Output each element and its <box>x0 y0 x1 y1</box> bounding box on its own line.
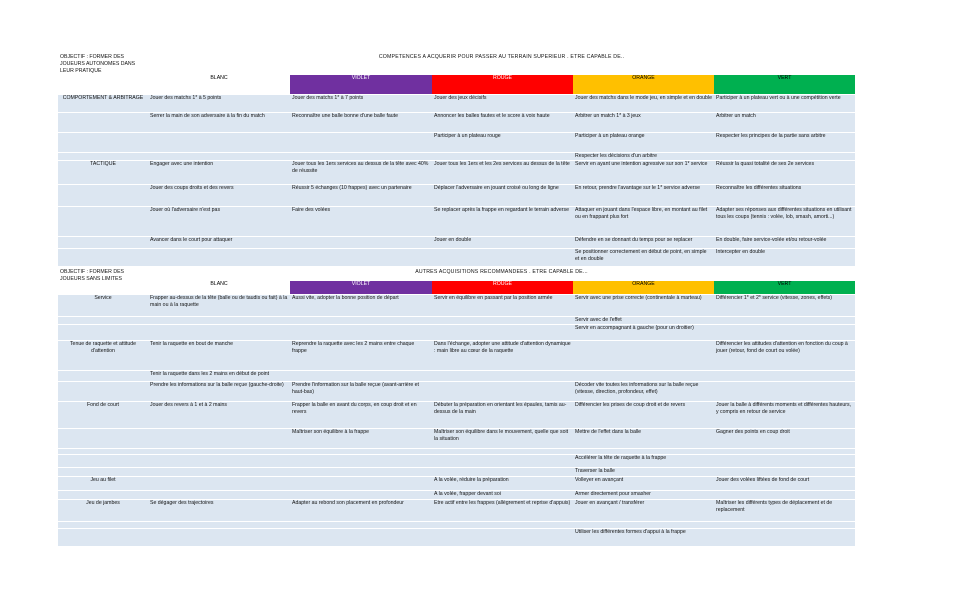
table-row <box>58 236 855 248</box>
competences-table <box>58 54 855 267</box>
cell-vert: Adapter ses réponses aux différentes situations en utilisant tous les coups (tennis : volée, lob, smash, amorti...) <box>714 206 855 236</box>
cell-rouge <box>432 468 573 477</box>
cell-vert <box>714 152 855 160</box>
cell-blanc: Jouer des matchs 1* à 5 points <box>148 94 290 112</box>
table-row <box>58 429 855 449</box>
cell-violet: Réussir 5 échanges (10 frappes) avec un partenaire <box>290 184 432 206</box>
table-row <box>58 206 855 236</box>
row-category: Jeu au filet <box>58 477 148 491</box>
cell-rouge: Participer à un plateau rouge <box>432 132 573 152</box>
level-header-row <box>58 74 855 94</box>
table-row <box>58 184 855 206</box>
cell-violet <box>290 132 432 152</box>
cell-violet: Prendre l'information sur la balle reçue (avant-arrière et haut-bas) <box>290 382 432 402</box>
cell-orange: Attaquer en jouant dans l'espace libre, en montant au filet ou en frappant plus fort <box>573 206 714 236</box>
table-row <box>58 382 855 402</box>
cell-violet <box>290 468 432 477</box>
cell-rouge <box>432 248 573 266</box>
table-row <box>58 477 855 491</box>
cell-rouge: Jouer en double <box>432 236 573 248</box>
cell-rouge: Servir en équilibre en passant par la position armée <box>432 295 573 317</box>
cell-violet: Jouer tous les 1ers services au dessus de la tête avec 40% de réussite <box>290 160 432 184</box>
row-category <box>58 184 148 206</box>
cell-blanc <box>148 529 290 547</box>
cell-orange <box>573 522 714 529</box>
cell-orange: Se positionner correctement en début de point, en simple et en double <box>573 248 714 266</box>
row-category <box>58 429 148 449</box>
cell-blanc: Serrer la main de son adversaire à la fin du match <box>148 112 290 132</box>
cell-blanc <box>148 468 290 477</box>
cell-vert: Différencier les attitudes d'attention en fonction du coup à jouer (retour, fond de court ou volée) <box>714 341 855 371</box>
cell-orange: Servir avec une prise correcte (continentale à marteau) <box>573 295 714 317</box>
cell-orange: Volleyer en avançant <box>573 477 714 491</box>
row-category <box>58 152 148 160</box>
cell-vert <box>714 522 855 529</box>
cell-blanc: Jouer des revers à 1 et à 2 mains <box>148 402 290 429</box>
cell-vert <box>714 468 855 477</box>
cell-rouge: Débuter la préparation en orientant les épaules, tamis au-dessus de la main <box>432 402 573 429</box>
cell-rouge: Jouer des jeux décisifs <box>432 94 573 112</box>
cell-orange: Décoder vite toutes les informations sur la balle reçue (vitesse, direction, profondeur, effet) <box>573 382 714 402</box>
row-category <box>58 529 148 547</box>
cell-violet <box>290 236 432 248</box>
cell-rouge <box>432 455 573 468</box>
cell-orange: Différencier les prises de coup droit et de revers <box>573 402 714 429</box>
table-row <box>58 341 855 371</box>
cell-orange: Armer directement pour smasher <box>573 491 714 500</box>
table-row <box>58 468 855 477</box>
cell-rouge: Se replacer après la frappe en regardant le terrain adverse <box>432 206 573 236</box>
section-title: AUTRES ACQUISITIONS RECOMMANDEES . ETRE CAPABLE DE... <box>148 269 855 281</box>
cell-vert: Respecter les principes de la partie sans arbitre <box>714 132 855 152</box>
cell-violet <box>290 325 432 341</box>
level-header-vert: VERT <box>714 281 855 295</box>
cell-violet: Maîtriser son équilibre à la frappe <box>290 429 432 449</box>
level-header-rouge: ROUGE <box>432 281 573 295</box>
cell-orange <box>573 341 714 371</box>
cell-rouge: A la volée, frapper devant soi <box>432 491 573 500</box>
cell-violet <box>290 491 432 500</box>
level-header-blanc: BLANC <box>148 281 290 295</box>
cell-violet <box>290 477 432 491</box>
cell-rouge: Dans l'échange, adopter une attitude d'attention dynamique : main libre au cœur de la raquette <box>432 341 573 371</box>
row-category <box>58 491 148 500</box>
cell-vert <box>714 325 855 341</box>
section-title: COMPETENCES A ACQUERIR POUR PASSER AU TERRAIN SUPERIEUR . ETRE CAPABLE DE.. <box>148 54 855 74</box>
level-header-rouge: ROUGE <box>432 74 573 94</box>
table-row <box>58 295 855 317</box>
cell-blanc: Prendre les informations sur la balle reçue (gauche-droite) <box>148 382 290 402</box>
row-category <box>58 248 148 266</box>
cell-rouge <box>432 529 573 547</box>
cell-rouge <box>432 325 573 341</box>
cell-orange: Servir avec de l'effet <box>573 317 714 325</box>
cell-blanc: Jouer où l'adversaire n'est pas <box>148 206 290 236</box>
table-row <box>58 94 855 112</box>
cell-rouge: Annoncer les balles fautes et le score à voix haute <box>432 112 573 132</box>
cell-blanc <box>148 325 290 341</box>
cell-orange: Défendre en se donnant du temps pour se replacer <box>573 236 714 248</box>
cell-rouge <box>432 382 573 402</box>
cell-orange: Participer à un plateau orange <box>573 132 714 152</box>
cell-orange: Utiliser les différentes formes d'appui à la frappe <box>573 529 714 547</box>
cell-orange: Jouer en avançant / transférer <box>573 500 714 522</box>
row-category <box>58 236 148 248</box>
table-row <box>58 491 855 500</box>
level-header-blanc: BLANC <box>148 74 290 94</box>
cell-vert <box>714 455 855 468</box>
cell-blanc <box>148 248 290 266</box>
table-row <box>58 248 855 266</box>
objective-label: OBJECTIF : FORMER DES JOUEURS AUTONOMES DANS LEUR PRATIQUE <box>58 54 148 94</box>
cell-blanc <box>148 477 290 491</box>
cell-vert <box>714 371 855 382</box>
table-row <box>58 152 855 160</box>
row-category <box>58 317 148 325</box>
cell-blanc <box>148 491 290 500</box>
cell-rouge: Déplacer l'adversaire en jouant croisé ou long de ligne <box>432 184 573 206</box>
cell-violet: Reconnaître une balle bonne d'une balle faute <box>290 112 432 132</box>
cell-vert <box>714 382 855 402</box>
cell-violet <box>290 529 432 547</box>
cell-vert: Reconnaître les différentes situations <box>714 184 855 206</box>
cell-rouge: Maîtriser son équilibre dans le mouvement, quelle que soit la situation <box>432 429 573 449</box>
cell-violet: Faire des volées <box>290 206 432 236</box>
cell-violet <box>290 522 432 529</box>
cell-vert: Jouer des volées liftées de fond de court <box>714 477 855 491</box>
level-header-violet: VIOLET <box>290 281 432 295</box>
cell-vert: Participer à un plateau vert ou à une compétition verte <box>714 94 855 112</box>
table-row <box>58 112 855 132</box>
row-category <box>58 371 148 382</box>
cell-orange: Traverser la balle <box>573 468 714 477</box>
cell-vert: Réussir la quasi totalité de ses 2e services <box>714 160 855 184</box>
table-row <box>58 325 855 341</box>
cell-orange: Respecter les décisions d'un arbitre <box>573 152 714 160</box>
cell-vert: Différencier 1* et 2* service (vitesse, zones, effets) <box>714 295 855 317</box>
row-category <box>58 382 148 402</box>
cell-violet <box>290 455 432 468</box>
cell-orange: Arbitrer un match 1* à 3 jeux <box>573 112 714 132</box>
cell-vert: Maîtriser les différents types de déplacement et de replacement <box>714 500 855 522</box>
cell-blanc <box>148 429 290 449</box>
row-category: TACTIQUE <box>58 160 148 184</box>
cell-vert <box>714 491 855 500</box>
row-category: Fond de court <box>58 402 148 429</box>
cell-blanc <box>148 132 290 152</box>
cell-blanc: Frapper au-dessus de la tête (balle ou de taudis ou fait) à la main ou à la raquette <box>148 295 290 317</box>
spreadsheet <box>58 54 855 564</box>
level-header-row <box>58 281 855 295</box>
cell-rouge: A la volée, réduire la préparation <box>432 477 573 491</box>
table-row <box>58 317 855 325</box>
level-header-violet: VIOLET <box>290 74 432 94</box>
cell-orange: Accélérer la tête de raquette à la frappe <box>573 455 714 468</box>
cell-blanc <box>148 152 290 160</box>
cell-orange: Jouer des matchs dans le mode jeu, en simple et en double <box>573 94 714 112</box>
cell-rouge <box>432 371 573 382</box>
cell-vert: Arbitrer un match <box>714 112 855 132</box>
row-category: Jeu de jambes <box>58 500 148 522</box>
cell-blanc: Avancer dans le court pour attaquer <box>148 236 290 248</box>
cell-blanc: Tenir la raquette dans les 2 mains en début de point <box>148 371 290 382</box>
table-row <box>58 522 855 529</box>
cell-violet: Adapter au rebond son placement en profondeur <box>290 500 432 522</box>
cell-violet: Reprendre la raquette avec les 2 mains entre chaque frappe <box>290 341 432 371</box>
cell-violet: Frapper la balle en avant du corps, en coup droit et en revers <box>290 402 432 429</box>
cell-violet <box>290 317 432 325</box>
cell-blanc: Engager avec une intention <box>148 160 290 184</box>
cell-violet: Aussi vite, adopter la bonne position de départ <box>290 295 432 317</box>
cell-rouge: Etre actif entre les frappes (allègrement et reprise d'appuis) <box>432 500 573 522</box>
cell-blanc: Jouer des coups droits et des revers <box>148 184 290 206</box>
row-category <box>58 206 148 236</box>
table-row <box>58 500 855 522</box>
table-row <box>58 455 855 468</box>
cell-rouge <box>432 317 573 325</box>
cell-vert: Jouer la balle à différents moments et différentes hauteurs, y compris en retour de service <box>714 402 855 429</box>
cell-blanc: Tenir la raquette en bout de manche <box>148 341 290 371</box>
cell-orange <box>573 371 714 382</box>
level-header-vert: VERT <box>714 74 855 94</box>
row-category: Service <box>58 295 148 317</box>
cell-violet: Jouer des matchs 1* à 7 points <box>290 94 432 112</box>
cell-vert: Intercepter en double <box>714 248 855 266</box>
cell-rouge <box>432 152 573 160</box>
cell-orange: Mettre de l'effet dans la balle <box>573 429 714 449</box>
section-title-row <box>58 269 855 281</box>
objective-label: OBJECTIF : FORMER DES JOUEURS SANS LIMITES <box>58 269 148 295</box>
acquisitions-table <box>58 269 855 548</box>
cell-rouge: Jouer tous les 1ers et les 2es services au dessus de la tête <box>432 160 573 184</box>
table-row <box>58 402 855 429</box>
level-header-orange: ORANGE <box>573 74 714 94</box>
cell-orange: Servir en ayant une intention agressive sur son 1* service <box>573 160 714 184</box>
cell-blanc <box>148 455 290 468</box>
level-header-orange: ORANGE <box>573 281 714 295</box>
cell-vert: En double, faire service-volée et/ou retour-volée <box>714 236 855 248</box>
row-category: COMPORTEMENT & ARBITRAGE <box>58 94 148 112</box>
cell-vert <box>714 529 855 547</box>
row-category <box>58 325 148 341</box>
row-category: Tenue de raquette et attitude d'attention <box>58 341 148 371</box>
row-category <box>58 468 148 477</box>
cell-rouge <box>432 522 573 529</box>
cell-violet <box>290 248 432 266</box>
cell-violet <box>290 152 432 160</box>
cell-blanc: Se dégager des trajectoires <box>148 500 290 522</box>
cell-vert <box>714 317 855 325</box>
row-category <box>58 455 148 468</box>
row-category <box>58 132 148 152</box>
cell-orange: En retour, prendre l'avantage sur le 1* service adverse <box>573 184 714 206</box>
cell-blanc <box>148 317 290 325</box>
cell-blanc <box>148 522 290 529</box>
table-row <box>58 529 855 547</box>
row-category <box>58 522 148 529</box>
section-title-row <box>58 54 855 74</box>
row-category <box>58 112 148 132</box>
cell-violet <box>290 371 432 382</box>
table-row <box>58 371 855 382</box>
table-row <box>58 132 855 152</box>
cell-orange: Servir en accompagnant à gauche (pour un droitier) <box>573 325 714 341</box>
table-row <box>58 160 855 184</box>
cell-vert: Gagner des points en coup droit <box>714 429 855 449</box>
